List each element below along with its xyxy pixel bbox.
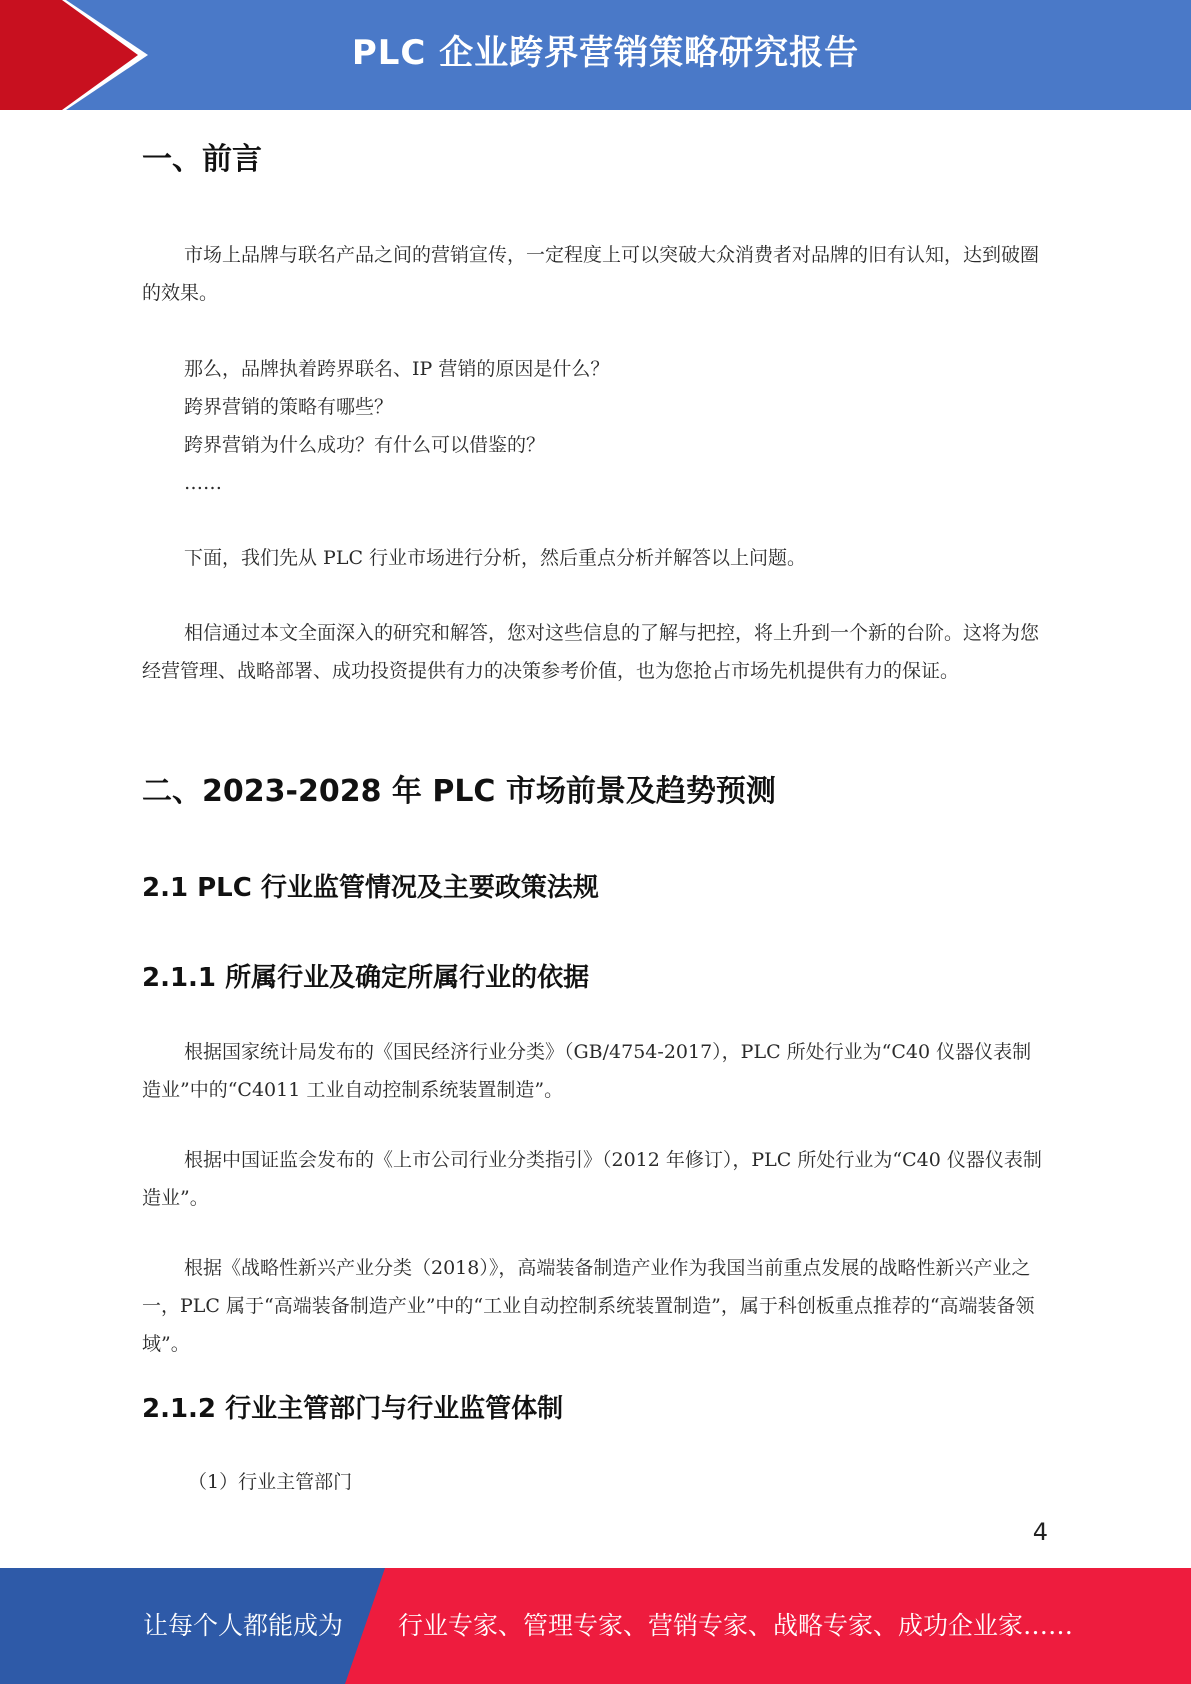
question-item: 跨界营销的策略有哪些？ <box>184 396 394 418</box>
footer-band <box>0 1568 1191 1684</box>
preface-paragraph-2: 下面，我们先从 PLC 行业市场进行分析，然后重点分析并解答以上问题。 <box>184 547 807 569</box>
industry-paragraph-1: 根据国家统计局发布的《国民经济行业分类》（GB/4754-2017），PLC 所处行业为“C40 仪器仪表制造业”中的“C4011 工业自动控制系统装置制造”。 <box>142 1041 1032 1101</box>
question-item: 那么，品牌执着跨界联名、IP 营销的原因是什么？ <box>184 358 610 380</box>
question-ellipsis: …… <box>184 472 222 494</box>
preface-paragraph-1: 市场上品牌与联名产品之间的营销宣传，一定程度上可以突破大众消费者对品牌的旧有认知，达到破圈的效果。 <box>142 244 1040 304</box>
question-list <box>142 350 1047 502</box>
section-heading-forecast: 二、2023-2028 年 PLC 市场前景及趋势预测 <box>142 774 776 809</box>
list-item-authority: （1）行业主管部门 <box>188 1471 353 1493</box>
subsection-heading-2-1-1: 2.1.1 所属行业及确定所属行业的依据 <box>142 963 590 993</box>
report-title: PLC 企业跨界营销策略研究报告 <box>351 33 860 73</box>
subsection-heading-2-1-2: 2.1.2 行业主管部门与行业监管体制 <box>142 1394 564 1424</box>
industry-paragraph-3: 根据《战略性新兴产业分类（2018）》，高端装备制造产业作为我国当前重点发展的战略性新兴产业之一，PLC 属于“高端装备制造产业”中的“工业自动控制系统装置制造”，属于科创板重点推荐的“高端装备领域”。 <box>142 1257 1035 1355</box>
header-band <box>0 0 1191 110</box>
industry-paragraph-2: 根据中国证监会发布的《上市公司行业分类指引》（2012 年修订），PLC 所处行业为“C40 仪器仪表制造业”。 <box>142 1149 1042 1209</box>
footer-slogan-right: 行业专家、管理专家、营销专家、战略专家、成功企业家…… <box>398 1611 1074 1640</box>
preface-paragraph-3: 相信通过本文全面深入的研究和解答，您对这些信息的了解与把控，将上升到一个新的台阶。这将为您经营管理、战略部署、成功投资提供有力的决策参考价值，也为您抢占市场先机提供有力的保证。 <box>142 622 1040 682</box>
section-heading-preface: 一、前言 <box>142 142 262 177</box>
footer-slogan-left: 让每个人都能成为 <box>143 1611 344 1640</box>
question-item: 跨界营销为什么成功？有什么可以借鉴的？ <box>184 434 546 456</box>
page-number: 4 <box>1032 1518 1048 1546</box>
subsection-heading-2-1: 2.1 PLC 行业监管情况及主要政策法规 <box>142 873 599 903</box>
